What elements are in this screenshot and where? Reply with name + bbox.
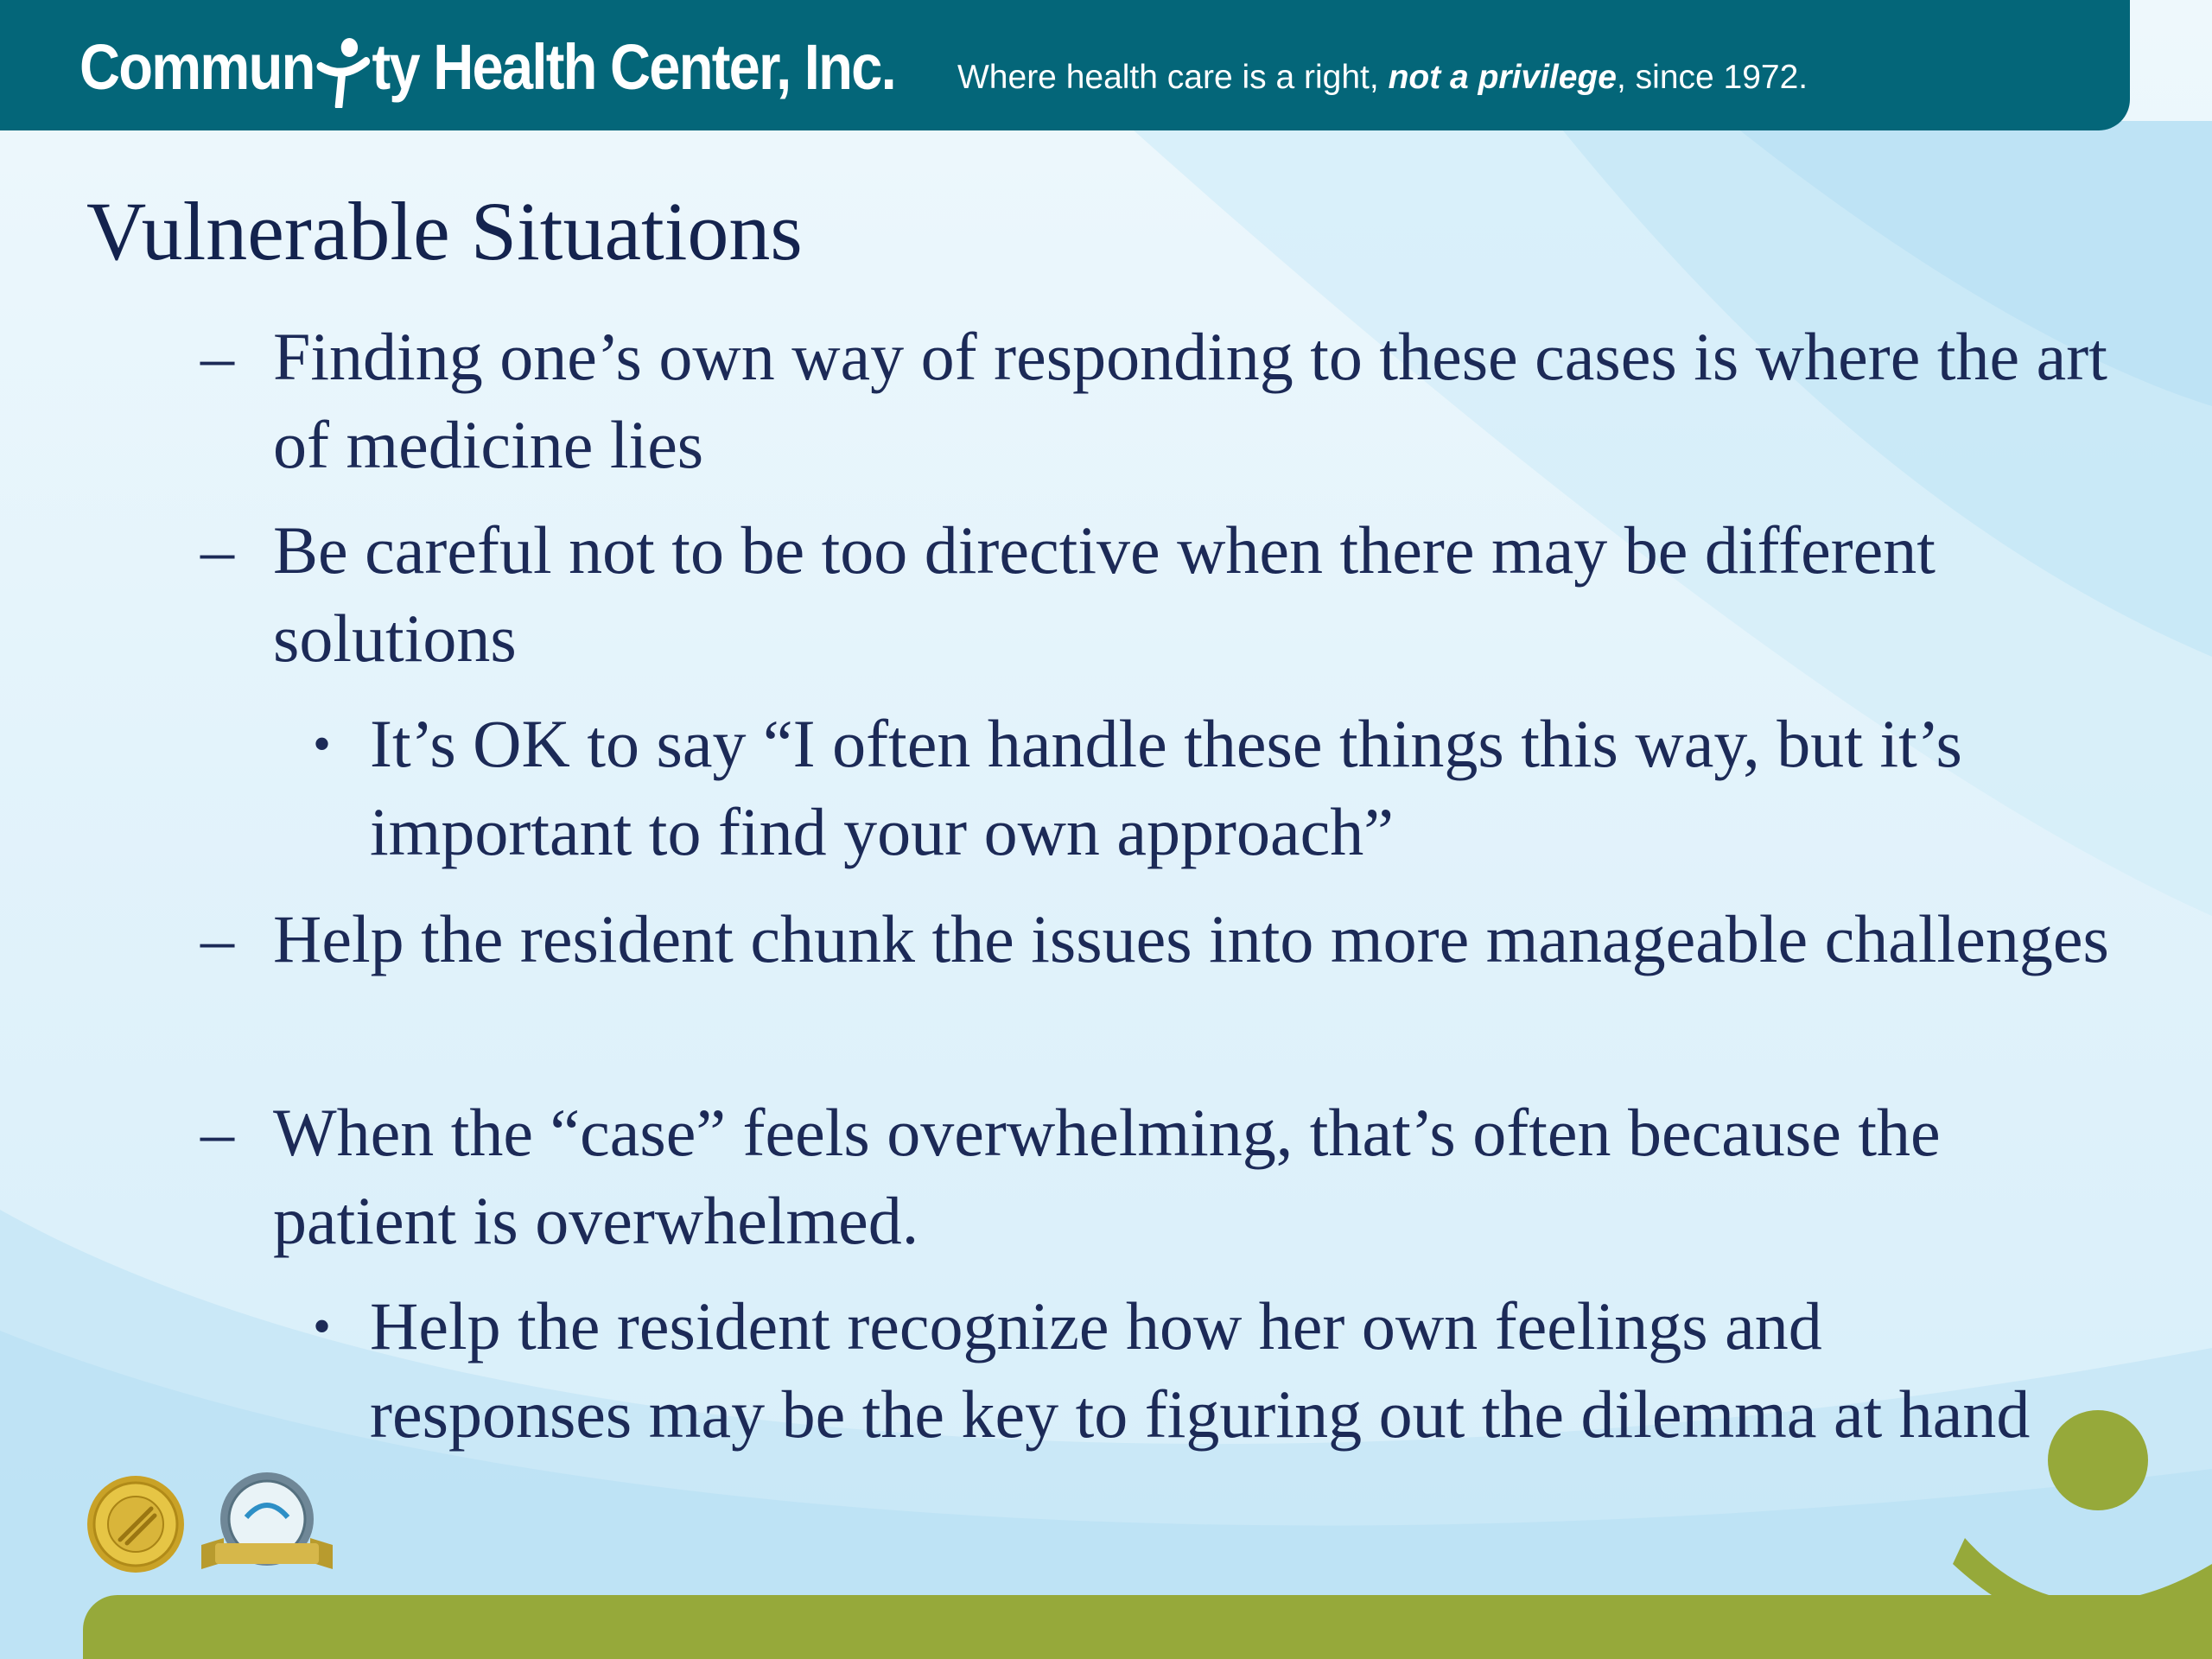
dash-marker: –: [200, 1095, 234, 1170]
dash-marker: –: [200, 512, 234, 588]
brand-figure-icon: [1953, 1391, 2212, 1616]
joint-commission-seal-icon: [86, 1474, 186, 1574]
brand-logo: [79, 24, 895, 111]
sub-bullet-item: [313, 1282, 2089, 1459]
bullet-item: [200, 506, 2122, 683]
bullet-text: Finding one’s own way of responding to these cases is where the art of medicine lies: [273, 319, 2107, 482]
ncqa-badge-icon: [198, 1469, 336, 1576]
sub-bullet-item: [313, 700, 2089, 876]
bullet-text: Be careful not to be too directive when there may be different solutions: [273, 512, 1936, 676]
bullet-text: Help the resident chunk the issues into more manageable challenges: [273, 901, 2109, 976]
bullet-item: [200, 1089, 2122, 1265]
bullet-dot: •: [313, 715, 332, 772]
dash-marker: –: [200, 901, 234, 976]
header-bar: [0, 0, 2130, 130]
bullet-text: It’s OK to say “I often handle these things this way, but it’s important to find your own approach”: [370, 706, 1962, 869]
tagline-emphasis: not a privilege: [1388, 59, 1617, 96]
tagline: [957, 52, 1808, 104]
logo-text-part-2: ty Health Center, Inc.: [372, 31, 895, 103]
bullet-item: [200, 313, 2122, 489]
tagline-prefix: Where health care is a right,: [957, 59, 1379, 96]
bullet-text: When the “case” feels overwhelming, that’s often because the patient is overwhelmed.: [273, 1095, 1941, 1258]
dash-marker: –: [200, 319, 234, 394]
slide-title: Vulnerable Situations: [86, 185, 803, 277]
bullet-dot: •: [313, 1298, 332, 1355]
footer-bar: [83, 1595, 2212, 1659]
tagline-suffix: , since 1972.: [1616, 59, 1808, 96]
logo-figure-icon: [315, 35, 370, 108]
bullet-item: [200, 895, 2122, 983]
bullet-text: Help the resident recognize how her own feelings and responses may be the key to figuring out the dilemma at hand: [370, 1288, 2031, 1452]
logo-text-part-1: Commun: [79, 31, 315, 103]
